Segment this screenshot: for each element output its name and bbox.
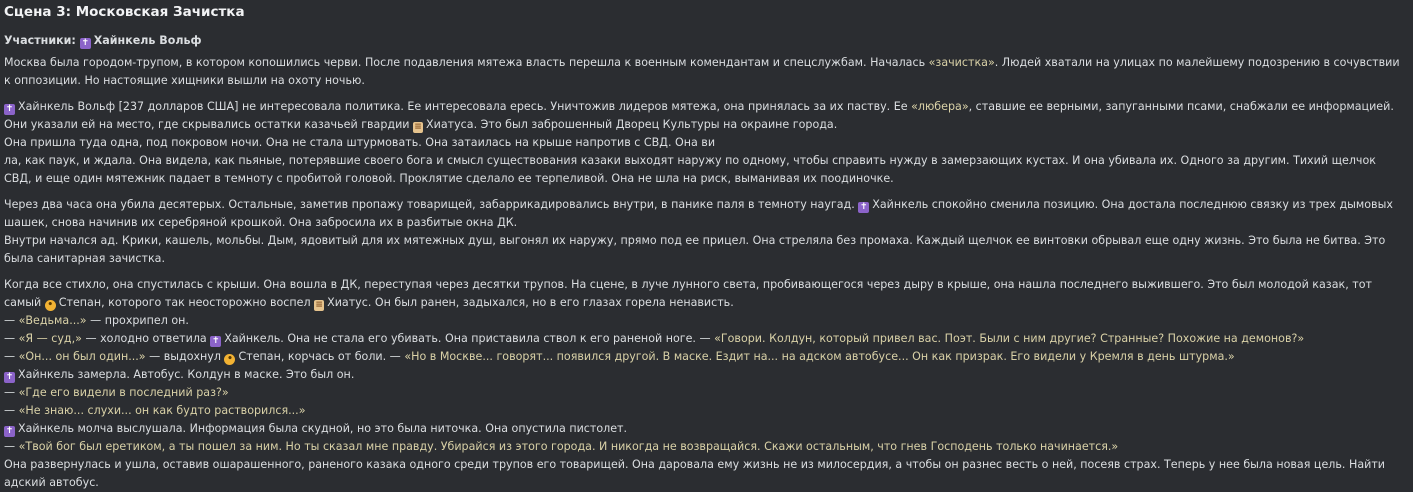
scene-title: Сцена 3: Московская Зачистка [4,4,245,20]
dialogue-line-2 [4,330,1401,348]
text: , ставшие ее верными, запуганными псами, снабжали ее информацией. Они указали ей на место, где скрывались остатки казачьей гвардии [4,100,1394,131]
paragraph-2b: Она пришла туда одна, под покровом ночи. Она не стала штурмовать. Она затаилась на крыше напротив с СВД. Она ви [4,136,716,149]
participants-line [4,32,1401,50]
scroll-icon: ≡ [414,122,422,132]
latin-cross-icon: ✝ [859,202,868,212]
dash: — [4,404,19,417]
text: Хайнкель спокойно сменила позицию. Она достала последнюю связку из трех дымовых шашек, снова начинив их серебряной крошкой. Она забросила их в разбитые окна ДК. [4,198,1393,229]
text: Хайнкель Вольф [237 долларов США] не интересовала политика. Ее интересовала ересь. Уничтожив лидеров мятежа, она принялась за их паству. Ее [18,100,912,113]
text: Когда все стихло, она спустилась с крыши. Она вошла в ДК, переступая через десятки трупов. На сцене, в луче лунного света, пробивающегося через дыру в крыше, она нашла последнего выжившего. Это был молодой казак, тот самый [4,278,1372,309]
text: Хайнкель замерла. Автобус. Колдун в маске. Это был он. [18,368,355,381]
latin-cross-icon: ✝ [5,372,14,382]
text: Степан, корчась от боли. — [238,350,405,363]
paragraph-2c: ла, как паук, и ждала. Она видела, как пьяные, потерявшие своего бога и смысл существования казаки выходят наружу по одному, чтобы справить нужду в замерзающих кустах. И она убивала их. Одного за другим. Тихий щелчок СВД, и еще один мятежник падает в темноту с пробитой головой. Проклятие сделало ее терпеливой. Она не шла на риск, выманивая их поодиночке. [4,154,1376,185]
dash: — [4,440,19,453]
quote: «Не знаю... слухи... он как будто растворился...» [18,404,306,417]
participants-label: Участники: [4,34,76,47]
dash: — [4,314,19,327]
paragraph-3 [4,196,1401,232]
quote: «Но в Москве... говорят... появился другой. В маске. Ездит на... на адском автобусе... Он как призрак. Его видели у Кремля в день штурма.» [404,350,1235,363]
latin-cross-icon: ✝ [5,104,14,114]
dialogue-line-4 [4,366,1401,384]
paragraph-3b: Внутри начался ад. Крики, кашель, мольбы. Дым, ядовитый для их мятежных душ, выгонял их наружу, прямо под ее прицел. Она стреляла без промаха. Каждый щелчок ее винтовки обрывал еще одну жизнь. Это была не битва. Это была санитарная зачистка. [4,234,1386,265]
text: — прохрипел он. [86,314,189,327]
dialogue-line-6 [4,402,1401,420]
text: Степан, которого так неосторожно воспел [58,296,315,309]
text: Москва была городом-трупом, в котором копошились черви. После подавления мятежа власть перешла к военным комендантам и спецслужбам. Началась [4,56,929,69]
dash: — [4,350,19,363]
paragraph-4 [4,276,1401,312]
text: Через два часа она убила десятерых. Остальные, заметив пропажу товарищей, забаррикадировались внутри, в панике паля в темноту наугад. [4,198,859,211]
text: Хиатус. Он был ранен, задыхался, но в его глазах горела ненависть. [327,296,734,309]
latin-cross-icon: ✝ [81,38,89,48]
face-icon: • [224,354,235,365]
dialogue-line-3 [4,348,1401,366]
text: Хиатуса. Это был заброшенный Дворец Культуры на окраине города. [426,118,838,131]
scroll-icon: ≡ [315,300,323,310]
quote: «любера» [911,100,969,113]
quote: «зачистка» [928,56,995,69]
quote: «Я — суд,» [18,332,82,345]
dialogue-line-8 [4,438,1401,456]
quote: «Ведьма...» [18,314,87,327]
closing-paragraph: Она развернулась и ушла, оставив ошарашенного, раненого казака одного среди трупов его товарищей. Она даровала ему жизнь не из милосердия, а чтобы он разнес весть о ней, посеяв страх. Теперь у нее была новая цель. Найти адский автобус. [4,458,1385,489]
latin-cross-icon: ✝ [211,336,220,346]
dialogue-line-7 [4,420,1401,438]
dash: — [4,386,19,399]
dialogue-line-5 [4,384,1401,402]
quote: «Твой бог был еретиком, а ты пошел за ним. Но ты сказал мне правду. Убирайся из этого города. И никогда не возвращайся. Скажи остальным, что гнев Господень только начинается.» [18,440,1119,453]
quote: «Он... он был один...» [18,350,146,363]
paragraph-2 [4,98,1401,134]
text: — выдохнул [145,350,225,363]
face-icon: • [45,300,56,311]
dialogue-line-1 [4,312,1401,330]
text: . Людей хватали на улицах по малейшему подозрению в сочувствии к оппозиции. Но настоящие хищники вышли на охоту ночью. [4,56,1400,87]
participant-name: Хайнкель Вольф [93,34,202,47]
text: Хайнкель молча выслушала. Информация была скудной, но это была ниточка. Она опустила пистолет. [18,422,628,435]
quote: «Говори. Колдун, который привел вас. Поэт. Были с ним другие? Странные? Похожие на демонов?» [714,332,1305,345]
quote: «Где его видели в последний раз?» [18,386,229,399]
text: Хайнкель. Она не стала его убивать. Она приставила ствол к его раненой ноге. — [224,332,715,345]
latin-cross-icon: ✝ [5,426,14,436]
paragraph-1 [4,54,1401,90]
text: — холодно ответила [81,332,211,345]
dash: — [4,332,19,345]
